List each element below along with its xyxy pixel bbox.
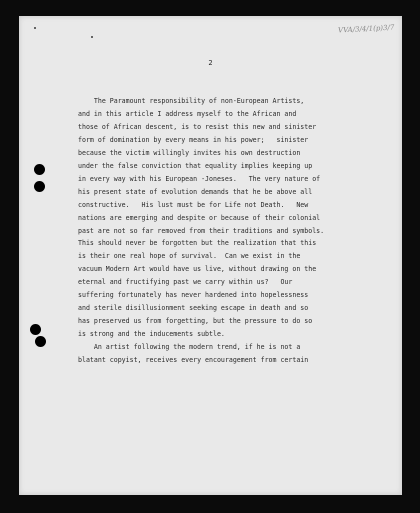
- text-line: past are not so far removed from their traditions and symbols.: [78, 226, 325, 235]
- text-line: constructive. His lust must be for Life not Death. New: [78, 200, 309, 209]
- text-line: blatant copyist, receives every encouragement from certain: [78, 356, 309, 365]
- text-line: The Paramount responsibility of non-European Artists,: [78, 97, 305, 105]
- punch-hole: [30, 324, 41, 335]
- text-line: because the victim willingly invites his own destruction: [78, 148, 301, 157]
- speck-mark: [34, 27, 36, 29]
- text-line: those of African descent, is to resist this new and sinister: [78, 122, 317, 131]
- text-line: vacuum Modern Art would have us live, without drawing on the: [78, 265, 317, 274]
- punch-hole: [34, 164, 45, 175]
- speck-mark: [91, 36, 93, 38]
- text-line: nations are emerging and despite or because of their colonial: [78, 213, 321, 222]
- text-line: This should never be forgotten but the realization that this: [78, 239, 317, 248]
- punch-hole: [34, 181, 45, 192]
- page-number: 2: [208, 59, 213, 67]
- text-line: suffering fortunately has never hardened into hopelessness: [78, 291, 309, 300]
- text-line: form of domination by every means in his power; sinister: [78, 135, 309, 144]
- text-line: is strong and the inducements subtle.: [78, 330, 225, 339]
- text-line: has preserved us from forgetting, but the pressure to do so: [78, 317, 313, 326]
- text-line: and sterile disillusionment seeking escape in death and so: [78, 304, 309, 313]
- text-line: An artist following the modern trend, if he is not a: [78, 343, 301, 352]
- punch-hole: [35, 336, 46, 347]
- text-line: and in this article I address myself to the African and: [78, 109, 297, 118]
- text-line: in every way with his European -Joneses. The very nature of: [78, 174, 321, 183]
- document-page: [19, 16, 402, 495]
- archive-reference: VVA/3/4/1(p)3/7: [337, 23, 395, 35]
- text-line: his present state of evolution demands that he be above all: [78, 187, 313, 196]
- text-line: under the false conviction that equality implies keeping up: [78, 161, 313, 170]
- text-line: is their one real hope of survival. Can we exist in the: [78, 252, 301, 261]
- text-line: eternal and fructifying past we carry within us? Our: [78, 278, 293, 287]
- body-text: [78, 95, 378, 367]
